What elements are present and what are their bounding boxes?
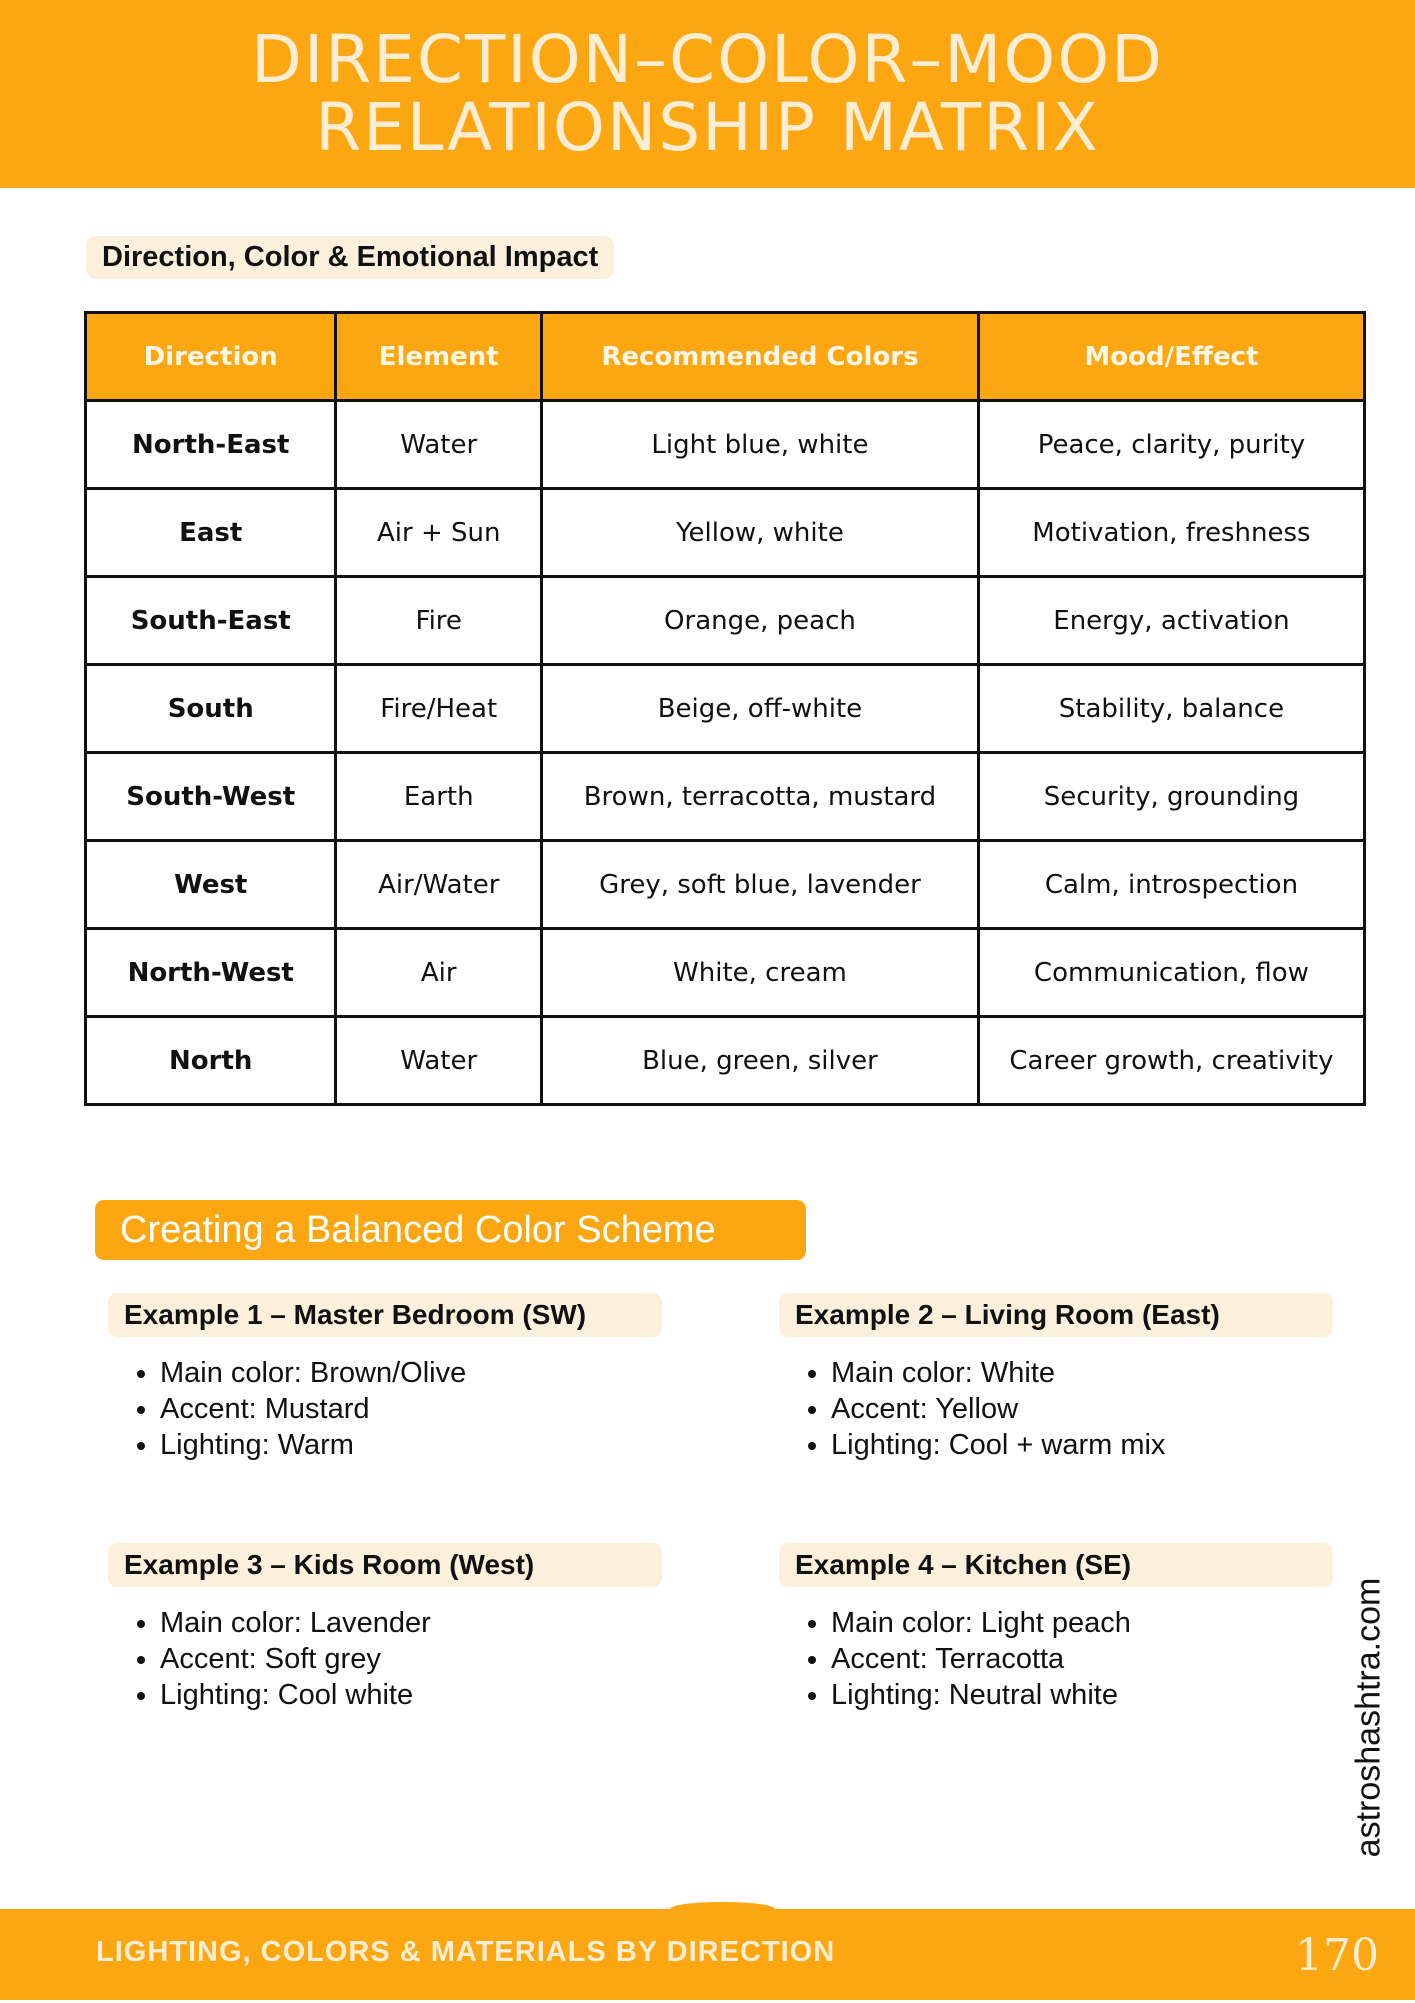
page-footer [0,1909,1415,2000]
list-item: • Main color: Brown/Olive [160,1355,662,1391]
example-card-kids-room [108,1543,662,1713]
element-cell: Air [336,929,542,1017]
direction-cell: East [86,489,336,577]
column-header-recommended-colors: Recommended Colors [542,313,979,401]
side-brand-watermark [1346,1550,1391,1885]
direction-cell: South-East [86,577,336,665]
list-item: • Main color: Light peach [831,1605,1333,1641]
balanced-color-scheme-banner: Creating a Balanced Color Scheme [95,1200,806,1260]
mood-cell: Security, grounding [978,753,1364,841]
table-row [86,929,1365,1017]
table-row [86,1017,1365,1105]
element-cell: Earth [336,753,542,841]
colors-cell: Blue, green, silver [542,1017,979,1105]
example-list [779,1355,1333,1463]
page-header [0,0,1415,188]
example-list [779,1605,1333,1713]
list-item: • Accent: Yellow [831,1391,1333,1427]
colors-cell: Beige, off-white [542,665,979,753]
element-cell: Fire [336,577,542,665]
example-title: Example 3 – Kids Room (West) [108,1543,662,1587]
list-item: • Lighting: Cool + warm mix [831,1427,1333,1463]
table-row [86,401,1365,489]
mood-cell: Motivation, freshness [978,489,1364,577]
table-row [86,577,1365,665]
list-item: • Lighting: Cool white [160,1677,662,1713]
list-item: • Main color: White [831,1355,1333,1391]
direction-cell: West [86,841,336,929]
direction-color-mood-table [84,311,1366,1106]
list-item: • Accent: Mustard [160,1391,662,1427]
element-cell: Water [336,1017,542,1105]
example-card-living-room [779,1293,1333,1463]
page-number: 170 [1295,1930,1379,1981]
table-header-row [86,313,1365,401]
column-header-element: Element [336,313,542,401]
table-row [86,841,1365,929]
example-card-kitchen [779,1543,1333,1713]
element-cell: Fire/Heat [336,665,542,753]
colors-cell: Grey, soft blue, lavender [542,841,979,929]
colors-cell: Yellow, white [542,489,979,577]
direction-cell: South [86,665,336,753]
side-brand-text: astroshashtra.com [1349,1577,1388,1858]
table-row [86,665,1365,753]
section-label: Direction, Color & Emotional Impact [86,236,614,279]
element-cell: Air/Water [336,841,542,929]
page-title-line-2: RELATIONSHIP MATRIX [315,89,1100,166]
direction-cell: South-West [86,753,336,841]
page-title-line-1: DIRECTION–COLOR–MOOD [251,21,1164,98]
example-title: Example 2 – Living Room (East) [779,1293,1333,1337]
footer-label: LIGHTING, COLORS & MATERIALS BY DIRECTION [96,1936,836,1968]
mood-cell: Career growth, creativity [978,1017,1364,1105]
list-item: • Accent: Terracotta [831,1641,1333,1677]
colors-cell: Brown, terracotta, mustard [542,753,979,841]
list-item: • Main color: Lavender [160,1605,662,1641]
mood-cell: Stability, balance [978,665,1364,753]
list-item: • Accent: Soft grey [160,1641,662,1677]
direction-cell: North-East [86,401,336,489]
example-list [108,1355,662,1463]
colors-cell: Light blue, white [542,401,979,489]
colors-cell: Orange, peach [542,577,979,665]
element-cell: Air + Sun [336,489,542,577]
column-header-mood-effect: Mood/Effect [978,313,1364,401]
mood-cell: Communication, flow [978,929,1364,1017]
list-item: • Lighting: Neutral white [831,1677,1333,1713]
example-card-master-bedroom [108,1293,662,1463]
column-header-direction: Direction [86,313,336,401]
mood-cell: Peace, clarity, purity [978,401,1364,489]
table-row [86,489,1365,577]
example-title: Example 4 – Kitchen (SE) [779,1543,1333,1587]
mood-cell: Calm, introspection [978,841,1364,929]
table-row [86,753,1365,841]
colors-cell: White, cream [542,929,979,1017]
element-cell: Water [336,401,542,489]
direction-cell: North [86,1017,336,1105]
list-item: • Lighting: Warm [160,1427,662,1463]
example-list [108,1605,662,1713]
mood-cell: Energy, activation [978,577,1364,665]
direction-cell: North-West [86,929,336,1017]
example-title: Example 1 – Master Bedroom (SW) [108,1293,662,1337]
